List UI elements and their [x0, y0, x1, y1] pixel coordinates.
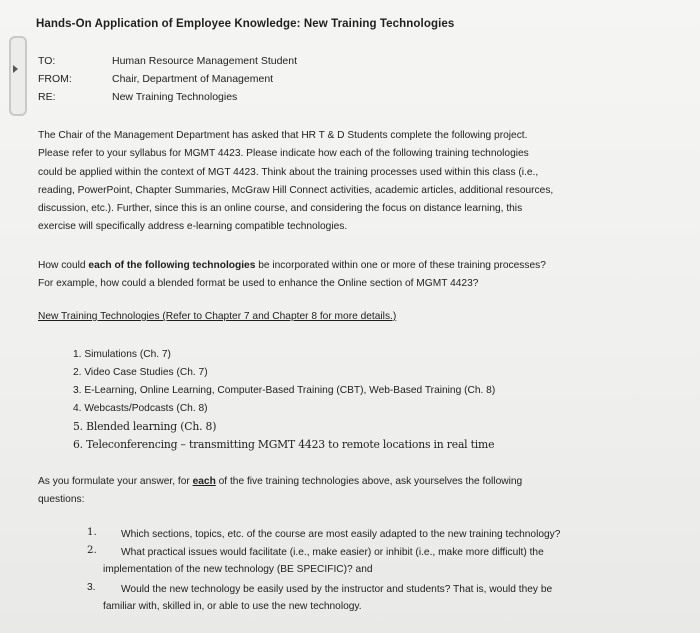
memo-from-label: FROM: [38, 73, 72, 85]
question-text: familiar with, skilled in, or able to use the new technology. [103, 601, 362, 612]
technologies-heading: New Training Technologies (Refer to Chapter 7 and Chapter 8 for more details.) [38, 311, 397, 322]
intro-paragraph [38, 127, 588, 237]
list-item: 2. Video Case Studies (Ch. 7) [73, 367, 208, 378]
memo-re-value: New Training Technologies [112, 91, 238, 103]
memo-to-value: Human Resource Management Student [112, 55, 298, 67]
intro-line: could be applied within the context of MGT 4423. Think about the training processes used within this class (i.e., [38, 166, 539, 178]
list-item: 6. Teleconferencing – transmitting MGMT 4423 to remote locations in real time [73, 438, 495, 451]
page-title: Hands-On Application of Employee Knowledge: New Training Technologies [36, 18, 455, 30]
list-item: 1. Simulations (Ch. 7) [73, 349, 171, 360]
list-item: 4. Webcasts/Podcasts (Ch. 8) [73, 403, 208, 414]
intro-line: discussion, etc.). Further, since this is an online course, and considering the focus on distance learning, this [38, 203, 523, 215]
intro-line: exercise will specifically address e-learning compatible technologies. [38, 221, 348, 233]
arrow-icon [13, 65, 18, 73]
question-number: 1. [87, 527, 97, 538]
question-number: 3. [87, 582, 96, 593]
memo-from-value: Chair, Department of Management [112, 73, 274, 85]
question-text: implementation of the new technology (BE SPECIFIC)? and [103, 564, 373, 575]
question-number: 2. [87, 545, 97, 556]
closing-paragraph [38, 473, 522, 509]
question-paragraph [38, 257, 588, 294]
technologies-list [73, 346, 495, 454]
closing-line-2: questions: [38, 494, 85, 505]
question-line-2: For example, how could a blended format be used to enhance the Online section of MGMT 4423? [38, 278, 479, 290]
closing-line-1: As you formulate your answer, for each of the five training technologies above, ask yourselves the following [38, 476, 523, 487]
intro-line: The Chair of the Management Department has asked that HR T & D Students complete the following project. [38, 130, 528, 141]
question-text: Would the new technology be easily used by the instructor and students? That is, would they be [121, 584, 553, 595]
binder-clip [9, 36, 27, 116]
intro-line: Please refer to your syllabus for MGMT 4423. Please indicate how each of the following training technologies [38, 148, 529, 160]
question-text: Which sections, topics, etc. of the course are most easily adapted to the new training technology? [121, 529, 561, 540]
intro-line: reading, PowerPoint, Chapter Summaries, McGraw Hill Connect activities, academic articles, additional resources, [38, 184, 554, 196]
question-text: What practical issues would facilitate (i.e., make easier) or inhibit (i.e., make more difficult) the [121, 547, 544, 558]
list-item: 5. Blended learning (Ch. 8) [73, 420, 217, 433]
memo-re-label: RE: [38, 91, 56, 103]
memo-to-label: TO: [38, 55, 56, 67]
question-line-1: How could each of the following technologies be incorporated within one or more of these training processes? [38, 260, 546, 271]
list-item: 3. E-Learning, Online Learning, Computer-Based Training (CBT), Web-Based Training (Ch. 8) [73, 385, 496, 396]
